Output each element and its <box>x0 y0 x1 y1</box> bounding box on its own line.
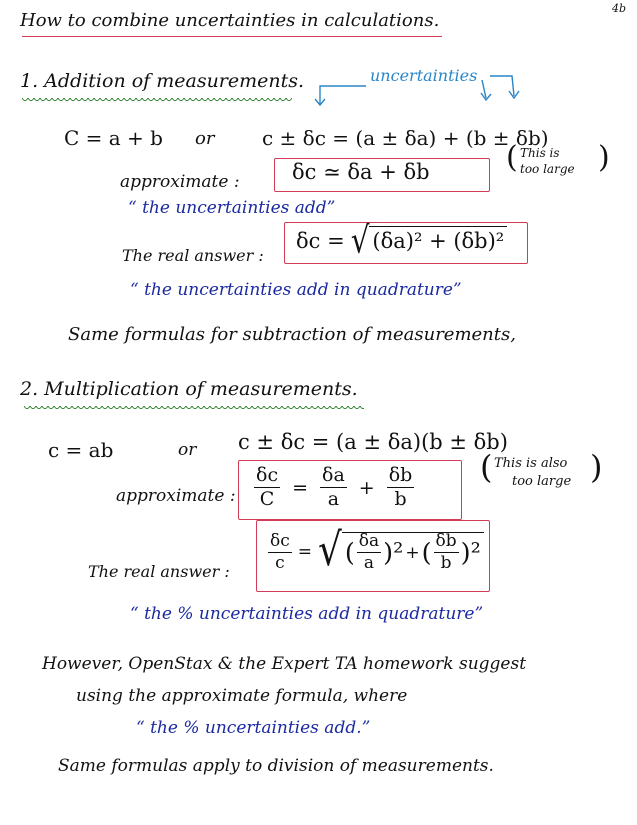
uncertainties-arrows <box>300 72 530 112</box>
real-frac-num: δc <box>270 530 290 551</box>
real-open-2: ( <box>421 537 432 568</box>
section1-heading: 1. Addition of measurements. <box>20 70 305 92</box>
frac-db-over-b <box>387 466 415 509</box>
closing-line-4: Same formulas apply to division of measurements. <box>58 756 494 776</box>
frac-db-den: b <box>394 488 407 510</box>
real-frac-db-num: δb <box>435 531 457 551</box>
section1-real-formula <box>296 218 507 262</box>
real-frac-da-over-a <box>357 533 381 572</box>
frac-da-den: a <box>327 488 340 510</box>
closing-line-2: using the approximate formula, where <box>76 686 408 706</box>
section1-real-radicand: (δa)² + (δb)² <box>369 226 507 255</box>
uncertainties-note: uncertainties <box>370 66 478 85</box>
real-close-1: )² <box>383 537 404 568</box>
section2-eq-c: c = ab <box>48 438 114 462</box>
approx-equals: = <box>292 476 309 499</box>
section2-heading-underline <box>24 406 364 412</box>
subtraction-note: Same formulas for subtraction of measurements, <box>68 324 516 345</box>
section2-approx-note-close: ) <box>590 448 603 486</box>
real-frac-den: c <box>275 552 285 573</box>
frac-dc-den: C <box>259 488 275 510</box>
section1-approx-label: approximate : <box>120 172 240 192</box>
section2-real-label: The real answer : <box>88 562 230 581</box>
frac-db-num: δb <box>388 464 413 486</box>
section2-approx-note-1: This is also <box>494 456 568 471</box>
section1-approx-quote: “ the uncertainties add” <box>128 198 336 218</box>
frac-da-num: δa <box>322 464 345 486</box>
real-plus: + <box>405 542 420 563</box>
real-frac-da-den: a <box>363 553 375 573</box>
real-frac-db-den: b <box>440 553 452 573</box>
real-frac-db-over-b <box>434 533 459 572</box>
section2-approx-label: approximate : <box>116 486 236 506</box>
section1-approx-formula: δc ≃ δa + δb <box>292 160 430 184</box>
real-close-2: )² <box>460 537 481 568</box>
section1-eq-c: C = a + b <box>64 126 163 150</box>
section2-real-sqrt <box>318 523 484 576</box>
section1-or: or <box>195 128 215 149</box>
section2-or: or <box>178 440 197 460</box>
section1-approx-note-1: This is <box>520 146 560 160</box>
sqrt-icon: √ <box>350 218 370 262</box>
real-open-1: ( <box>344 537 355 568</box>
section1-real-label: The real answer : <box>122 246 264 265</box>
real-frac-dc-over-c <box>268 530 292 573</box>
section1-approx-note-close: ) <box>598 140 610 175</box>
closing-line-1: However, OpenStax & the Expert TA homework suggest <box>42 654 527 674</box>
section1-eq-full: c ± δc = (a ± δa) + (b ± δb) <box>262 126 549 150</box>
title-underline <box>22 36 442 37</box>
section1-heading-underline <box>22 98 292 104</box>
real-frac-da-num: δa <box>358 531 380 551</box>
section2-heading: 2. Multiplication of measurements. <box>20 378 358 400</box>
section2-eq-full: c ± δc = (a ± δa)(b ± δb) <box>238 430 508 454</box>
section1-real-sqrt <box>350 218 508 262</box>
closing-line-3: “ the % uncertainties add.” <box>136 718 371 738</box>
section2-real-radicand <box>342 532 484 572</box>
section2-real-quote: “ the % uncertainties add in quadrature” <box>130 604 484 624</box>
section1-real-lhs: δc = <box>296 228 345 253</box>
real-equals: = <box>297 542 313 562</box>
sqrt-icon: √ <box>318 523 342 576</box>
approx-plus: + <box>358 476 375 499</box>
frac-dc-num: δc <box>256 464 279 486</box>
section1-approx-note-open: ( <box>506 140 518 175</box>
section1-approx-note-2: too large <box>520 162 575 176</box>
page-number: 4b <box>612 2 627 15</box>
section2-approx-note-open: ( <box>480 448 493 486</box>
section1-real-quote: “ the uncertainties add in quadrature” <box>130 280 462 300</box>
section2-approx-note-2: too large <box>512 474 572 489</box>
frac-da-over-a <box>320 466 347 509</box>
frac-dc-over-c <box>254 466 280 509</box>
section2-real-formula <box>268 523 484 576</box>
section2-approx-formula <box>254 466 414 509</box>
page-title: How to combine uncertainties in calculations. <box>20 10 440 31</box>
